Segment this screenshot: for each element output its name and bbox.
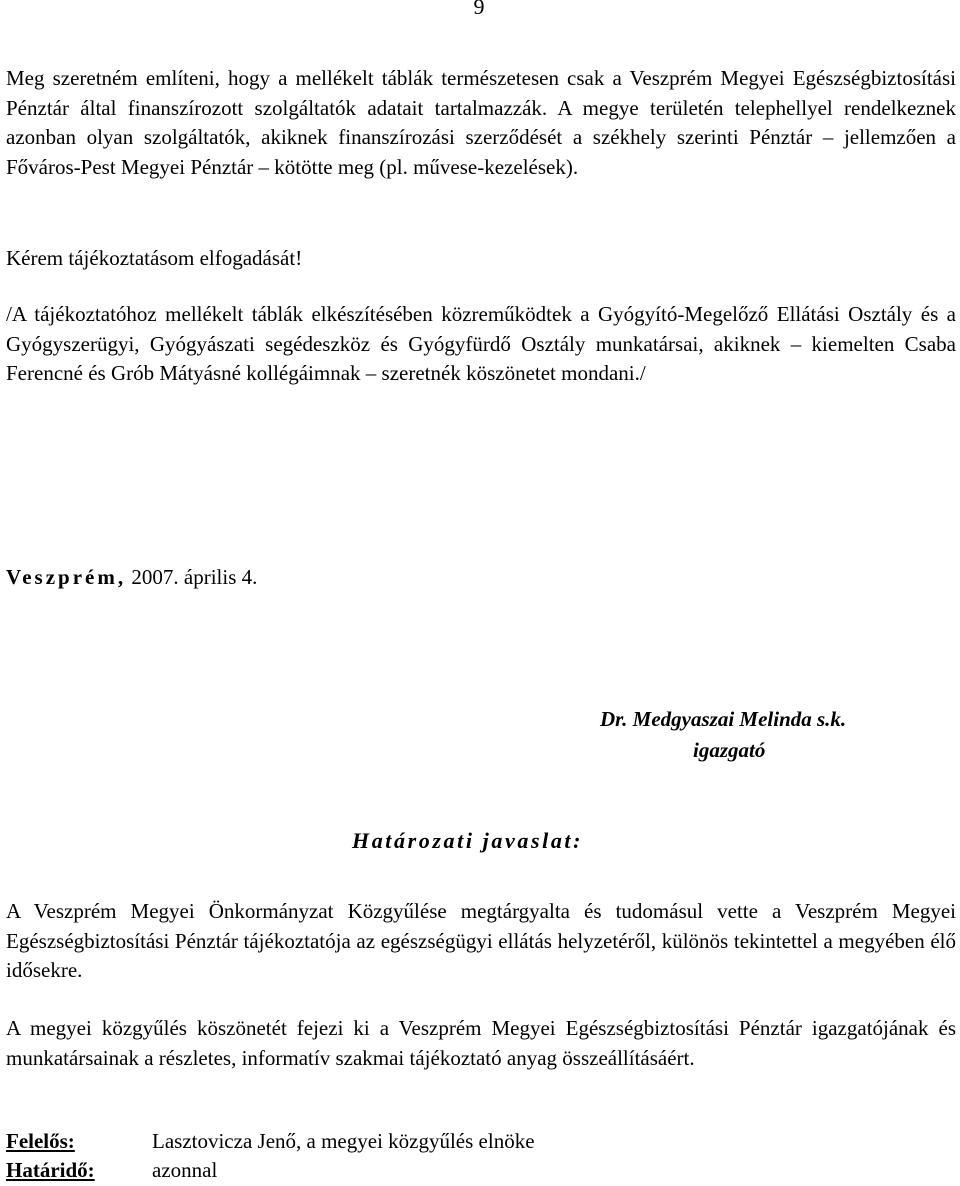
resolution-heading: Határozati javaslat:	[352, 828, 584, 853]
deadline-value: azonnal	[152, 1158, 218, 1182]
intro-paragraph: Meg szeretném említeni, hogy a mellékelt táblák természetesen csak a Veszprém Megyei Egészségbiztosítási Pénztár által finanszírozott szolgáltatók adatait tartalmazzák. A megye területén telephellyel rendelkeznek azonban olyan szolgáltatók, akiknek finanszírozási szerződését a székhely szerinti Pénztár – jellemzően a Főváros-Pest Megyei Pénztár – kötötte meg (pl. művese-kezelések).	[6, 66, 956, 179]
date-value: 2007. április 4.	[131, 565, 258, 589]
acknowledgement-paragraph: /A tájékoztatóhoz mellékelt táblák elkészítésében közreműködtek a Gyógyító-Megelőző Ellátási Osztály és a Gyógyszerügyi, Gyógyászati segédeszköz és Gyógyfürdő Osztály munkatársai, akiknek – kiemelten Csaba Ferencné és Grób Mátyásné kollégáimnak – szeretnék köszönetet mondani./	[6, 302, 956, 385]
responsible-row	[6, 1127, 535, 1156]
responsible-value: Lasztovicza Jenő, a megyei közgyűlés elnöke	[152, 1129, 535, 1153]
deadline-row	[6, 1156, 217, 1185]
deadline-label: Határidő:	[6, 1158, 95, 1182]
responsible-label: Felelős:	[6, 1129, 75, 1153]
date-city: Veszprém,	[6, 565, 127, 589]
request-paragraph: Kérem tájékoztatásom elfogadását!	[6, 246, 303, 270]
signatory-title: igazgató	[693, 738, 766, 762]
resolution-paragraph-1: A Veszprém Megyei Önkormányzat Közgyűlése megtárgyalta és tudomásul vette a Veszprém Megyei Egészségbiztosítási Pénztár tájékoztatója az egészségügyi ellátás helyzetéről, különös tekintettel a megyében élő idősekre.	[6, 899, 956, 982]
page-number: 9	[473, 0, 485, 19]
signatory-name: Dr. Medgyaszai Melinda s.k.	[600, 707, 847, 731]
date-line	[6, 563, 257, 592]
resolution-paragraph-2: A megyei közgyűlés köszönetét fejezi ki a Veszprém Megyei Egészségbiztosítási Pénztár igazgatójának és munkatársainak a részletes, informatív szakmai tájékoztató anyag összeállításáért.	[6, 1016, 956, 1070]
